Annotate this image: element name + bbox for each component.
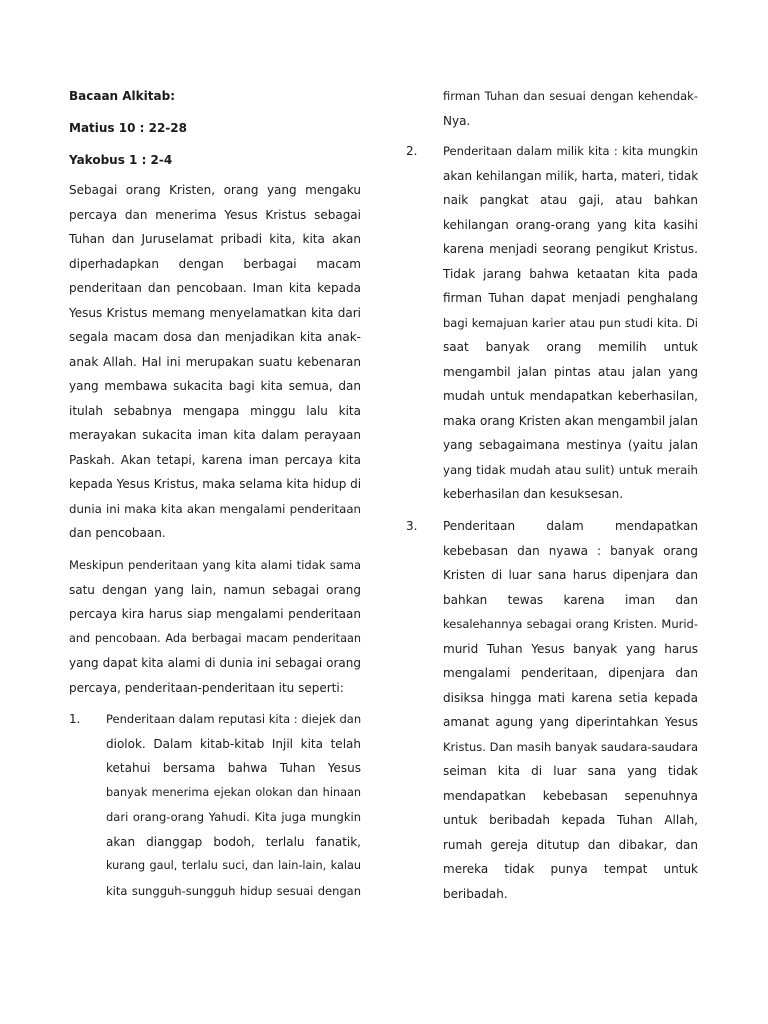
text-line: kebebasan dan nyawa : banyak orang [443, 543, 698, 558]
text-line: firman Tuhan dan sesuai dengan kehendak- [443, 89, 698, 103]
text-line: murid Tuhan Yesus banyak yang harus [443, 641, 698, 656]
text-line: percaya kira harus siap mengalami penderitaan [69, 607, 361, 621]
text-line: anak Allah. Hal ini merupakan suatu kebenaran [69, 354, 361, 369]
text-line: rumah gereja ditutup dan dibakar, dan [443, 837, 698, 852]
text-line: percaya, penderitaan-penderitaan itu seperti: [69, 680, 344, 695]
text-line: mendapatkan kebebasan sepenuhnya [443, 788, 698, 803]
text-line: Nya. [443, 113, 471, 128]
text-line: Tuhan dan Juruselamat pribadi kita, kita akan [69, 232, 361, 246]
text-line: keberhasilan dan kesuksesan. [443, 487, 624, 501]
text-line: amanat agung yang diperintahkan Yesus [443, 715, 698, 729]
text-line: yang membawa sukacita bagi kita semua, dan [69, 379, 361, 393]
text-line: kita sungguh-sungguh hidup sesuai dengan [106, 883, 361, 898]
text-line: naik pangkat atau gaji, atau bahkan [443, 193, 698, 207]
text-line: merayakan sukacita iman kita dalam perayaan [69, 428, 361, 442]
text-line: saat banyak orang memilih untuk [443, 340, 698, 354]
list-item-3 [443, 514, 698, 906]
list-item-1 [106, 707, 361, 903]
text-line: Tidak jarang bahwa ketaatan kita pada [443, 266, 698, 281]
text-line: mudah untuk mendapatkan keberhasilan, [443, 389, 698, 403]
text-line: Kristen di luar sana harus dipenjara dan [443, 568, 698, 582]
list-number-2: 2. [406, 144, 418, 158]
text-line: mengalami penderitaan, dipenjara dan [443, 666, 698, 680]
text-line: penderitaan dan pencobaan. Iman kita kepada [69, 281, 361, 295]
text-line: yang dapat kita alami di dunia ini sebagai orang [69, 656, 361, 670]
text-line: percaya dan menerima Yesus Kristus sebagai [69, 207, 361, 222]
list-item-2 [443, 139, 698, 507]
text-line: Yesus Kristus memang menyelamatkan kita dari [69, 305, 361, 320]
paragraph-intro [69, 178, 361, 546]
heading-yakobus: Yakobus 1 : 2-4 [69, 153, 173, 167]
list-number-1: 1. [69, 712, 81, 726]
text-line: segala macam dosa dan menjadikan kita anak- [69, 330, 361, 344]
text-line: bahkan tewas karena iman dan [443, 592, 698, 607]
text-line: akan kehilangan milik, harta, materi, tidak [443, 168, 699, 183]
text-line: yang sebagaimana mestinya (yaitu jalan [443, 438, 698, 452]
text-line: dari orang-orang Yahudi. Kita juga mungkin [106, 810, 361, 824]
text-line: ketahui bersama bahwa Tuhan Yesus [106, 761, 361, 775]
text-line: maka orang Kristen akan mengambil jalan [443, 413, 698, 428]
text-line: kurang gaul, terlalu suci, dan lain-lain, kalau [106, 859, 361, 872]
text-line: untuk beribadah kepada Tuhan Allah, [443, 813, 698, 827]
text-line: mereka tidak punya tempat untuk [443, 862, 698, 876]
text-line: diperhadapkan dengan berbagai macam [69, 256, 361, 271]
heading-bacaan-alkitab: Bacaan Alkitab: [69, 89, 175, 103]
text-line: Kristus. Dan masih banyak saudara-saudara [443, 739, 698, 754]
text-line: dunia ini maka kita akan mengalami penderitaan [69, 501, 361, 516]
text-line: Meskipun penderitaan yang kita alami tidak sama [69, 558, 361, 572]
paragraph-meskipun [69, 553, 361, 700]
text-line: Sebagai orang Kristen, orang yang mengaku [69, 183, 361, 197]
text-line: kesalehannya sebagai orang Kristen. Murid- [443, 617, 698, 631]
heading-matius: Matius 10 : 22-28 [69, 121, 187, 135]
text-line: mengambil jalan pintas atau jalan yang [443, 364, 698, 379]
text-line: Penderitaan dalam mendapatkan [443, 519, 698, 533]
text-line: itulah sebabnya mengapa minggu lalu kita [69, 403, 361, 418]
text-line: beribadah. [443, 886, 508, 901]
text-line: karena menjadi seorang pengikut Kristus. [443, 242, 698, 256]
text-line: Penderitaan dalam reputasi kita : diejek dan [106, 712, 362, 726]
list-number-3: 3. [406, 519, 418, 533]
text-line: bagi kemajuan karier atau pun studi kita. Di [443, 315, 698, 330]
text-line: akan dianggap bodoh, terlalu fanatik, [106, 834, 361, 849]
list-item-1-continued [443, 84, 698, 133]
text-line: kepada Yesus Kristus, maka selama kita hidup di [69, 477, 362, 491]
text-line: diolok. Dalam kitab-kitab Injil kita telah [106, 736, 361, 751]
text-line: yang tidak mudah atau sulit) untuk meraih [443, 462, 698, 477]
text-line: kehilangan orang-orang yang kita kasihi [443, 217, 698, 232]
text-line: seiman kita di luar sana yang tidak [443, 764, 698, 778]
text-line: disiksa hingga mati karena setia kepada [443, 690, 698, 705]
text-line: banyak menerima ejekan olokan dan hinaan [106, 785, 361, 799]
text-line: dan pencobaan. [69, 526, 166, 540]
text-line: Paskah. Akan tetapi, karena iman percaya kita [69, 452, 361, 467]
text-line: and pencobaan. Ada berbagai macam penderitaan [69, 631, 361, 645]
text-line: firman Tuhan dapat menjadi penghalang [443, 291, 698, 305]
text-line: Penderitaan dalam milik kita : kita mungkin [443, 144, 698, 158]
text-line: satu dengan yang lain, namun sebagai orang [69, 582, 361, 597]
